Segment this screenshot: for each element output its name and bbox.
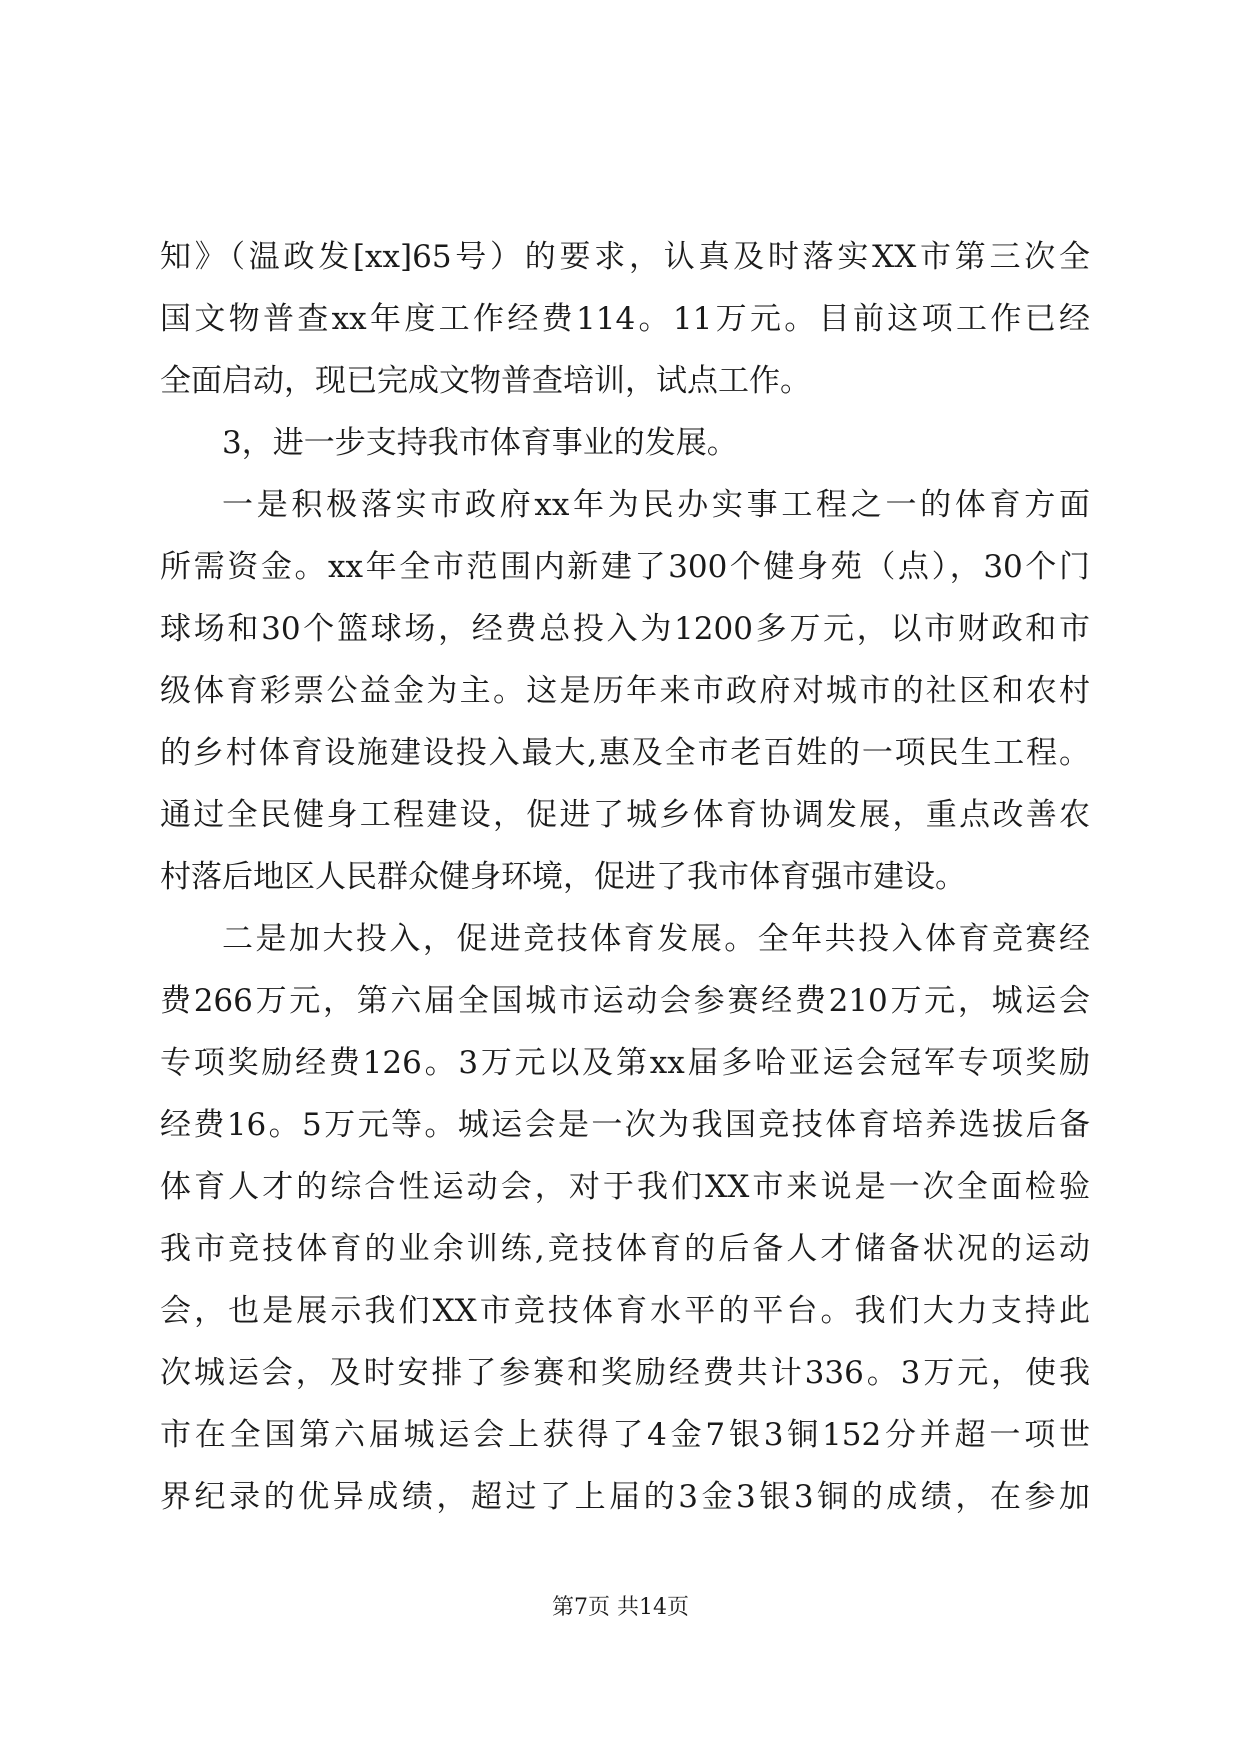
text-line: 我市竞技体育的业余训练,竞技体育的后备人才储备状况的运动: [160, 1231, 1090, 1267]
text-line: 体育人才的综合性运动会，对于我们XX市来说是一次全面检验: [160, 1169, 1090, 1205]
text-line: 费266万元，第六届全国城市运动会参赛经费210万元，城运会: [160, 983, 1090, 1019]
text-line: 经费16。5万元等。城运会是一次为我国竞技体育培养选拔后备: [160, 1107, 1090, 1143]
page-footer: 第7页 共14页: [552, 1595, 689, 1620]
text-line: 市在全国第六届城运会上获得了4金7银3铜152分并超一项世: [160, 1417, 1090, 1453]
text-line: 全面启动，现已完成文物普查培训，试点工作。: [160, 363, 811, 399]
text-line: 二是加大投入，促进竞技体育发展。全年共投入体育竞赛经: [222, 921, 1090, 957]
text-line: 界纪录的优异成绩，超过了上届的3金3银3铜的成绩，在参加: [160, 1479, 1090, 1515]
text-line: 所需资金。xx年全市范围内新建了300个健身苑（点），30个门: [160, 549, 1090, 585]
text-line: 通过全民健身工程建设，促进了城乡体育协调发展，重点改善农: [160, 797, 1090, 833]
text-line: 一是积极落实市政府xx年为民办实事工程之一的体育方面: [222, 487, 1090, 523]
text-line: 的乡村体育设施建设投入最大,惠及全市老百姓的一项民生工程。: [160, 735, 1090, 771]
text-line: 专项奖励经费126。3万元以及第xx届多哈亚运会冠军专项奖励: [160, 1045, 1090, 1081]
text-line: 级体育彩票公益金为主。这是历年来市政府对城市的社区和农村: [160, 673, 1090, 709]
text-line: 球场和30个篮球场，经费总投入为1200多万元，以市财政和市: [160, 611, 1090, 647]
text-line: 村落后地区人民群众健身环境，促进了我市体育强市建设。: [160, 859, 966, 895]
text-line: 3，进一步支持我市体育事业的发展。: [222, 425, 738, 461]
document-body: [160, 226, 1090, 1528]
text-line: 国文物普查xx年度工作经费114。11万元。目前这项工作已经: [160, 301, 1090, 337]
text-line: 次城运会，及时安排了参赛和奖励经费共计336。3万元，使我: [160, 1355, 1090, 1391]
text-line: 知》（温政发[xx]65号）的要求，认真及时落实XX市第三次全: [160, 239, 1090, 275]
text-line: 会，也是展示我们XX市竞技体育水平的平台。我们大力支持此: [160, 1293, 1090, 1329]
